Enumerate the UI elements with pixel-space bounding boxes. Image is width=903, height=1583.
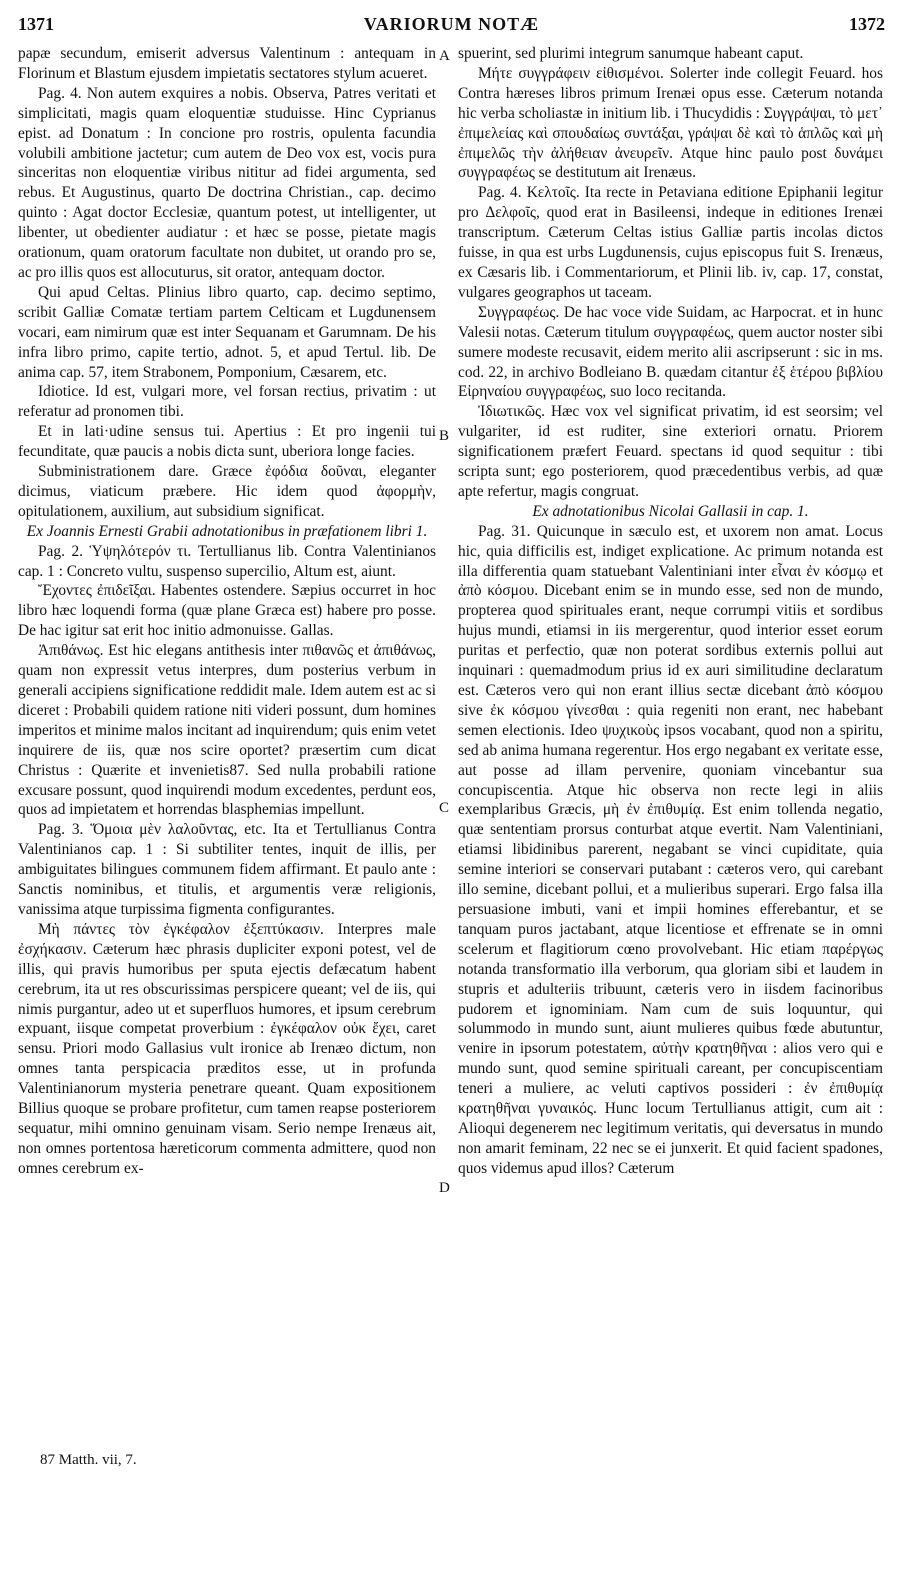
- right-para-0: spuerint, sed plurimi integrum sanumque habeant caput.: [458, 45, 804, 62]
- margin-marker-d: D: [439, 1180, 450, 1196]
- left-para-7: Pag. 2. Ὑψηλότερόν τι. Tertullianus lib. Contra Valentinianos cap. 1 : Concreto vultu, suspenso supercilio, Altum est, aiunt.: [18, 542, 436, 580]
- right-para-1: Μήτε συγγράφειν εἰθισμένοι. Solerter inde collegit Feuard. hos Contra hæreses libros primum Irenæi opus esse. Cæterum notanda hic verba scholiastæ in initium lib. i Thucydidis : Συγγράψαι, τὸ μετ᾽ ἐπιμελείας καὶ σπουδαίως συντάξαι, γράψαι δὲ καὶ τὸ ἁπλῶς καὶ μὴ ἐπιμελῶς τὴν ἀλήθειαν ἀνευρεῖν. Atque hinc paulo post δυνάμει συγγραφέως se destitutum ait Irenæus.: [458, 64, 884, 182]
- right-column: [458, 44, 883, 1179]
- left-para-2: Qui apud Celtas. Plinius libro quarto, cap. decimo septimo, scribit Galliæ Comatæ tertiam partem Celticam et Lugdunensem vocari, eam nimirum quæ est inter Sequanam et Garumnam. De his infra libro primo, capite tertio, adnot. 5, et apud Tertul. lib. De anima cap. 57, item Strabonem, Pomponium, Cæsarem, etc.: [18, 283, 436, 381]
- running-title: VARIORUM NOTÆ: [363, 14, 540, 34]
- left-para-5: Subministrationem dare. Græce ἐφόδια δοῦναι, eleganter dicimus, viaticum præbere. Hic idem quod ἀφορμὴν, opitulationem, auxilium, aut subsidium significat.: [18, 463, 436, 520]
- right-section-heading: Ex adnotationibus Nicolai Gallasii in cap. 1.: [532, 502, 809, 520]
- page-header: [18, 14, 885, 40]
- footnote: 87 Matth. vii, 7.: [40, 1452, 137, 1468]
- left-para-9: Ἀπιθάνως. Est hic elegans antithesis inter πιθανῶς et ἀπιθάνως, quam non expressit vetus interpres, dum posterius verbum in generali accipiens significatione reddidit male. Idem autem est ac si diceret : Probabili quidem ratione niti videri possunt, dum homines imperitos et minime malos incitant ad inquirendum; quis enim vetet inquirere de iis, quæ nos scire oportet? præsertim cum dicat Christus : Quærite et invenietis87. Sed nulla probabili ratione excusare possunt, quod inquirendi modum excedentes, perdunt eos, quos ad impietatem et horrendas blasphemias impellunt.: [18, 642, 436, 819]
- left-para-0: papæ secundum, emiserit adversus Valentinum : antequam in Florinum et Blastum ejusdem impietatis sectatores stylum acueret.: [18, 45, 436, 82]
- margin-marker-a: A: [439, 48, 450, 64]
- page-number-right: 1372: [849, 14, 885, 34]
- right-para-3: Συγγραφέως. De hac voce vide Suidam, ac Harpocrat. et in hunc Valesii notas. Cæterum titulum συγγραφέως, quem auctor noster sibi sumere modeste recusavit, eidem merito alii ascripserunt : sic in ms. cod. 22, in archivo Bodleiano B. quædam citantur ἐξ ἑτέρου βιβλίου Εἰρηναίου συγγραφέως, suo loco recitanda.: [458, 303, 883, 401]
- margin-marker-c: C: [439, 800, 450, 816]
- left-para-1: Pag. 4. Non autem exquires a nobis. Observa, Patres veritati et simplicitati, magis quam eloquentiæ studuisse. Hinc Cyprianus epist. ad Donatum : In concione pro rostris, opulenta facundia volubili ambitione jactetur; cum autem de Deo vox est, vocis pura sinceritas non eloquentiæ viribus nititur ad fidei argumenta, sed rebus. Et Augustinus, quarto De doctrina Christian., cap. decimo quinto : Agat doctor Ecclesiæ, quantum potest, ut intelligenter, ut libenter, ut obedienter audiatur : et hæc se posse, pietate magis orationum, quam oratorum facultate non dubitet, ut orando pro se, ac pro illis quos est allocuturus, sit orator, antequam doctor.: [18, 84, 436, 281]
- page-number-left: 1371: [18, 14, 54, 34]
- left-para-4: Et in lati·udine sensus tui. Apertius : Et pro ingenii tui fecunditate, quæ paucis a nobis dicta sunt, uberiora longe facies.: [18, 423, 436, 461]
- right-para-4: Ἰδιωτικῶς. Hæc vox vel significat privatim, id est seorsim; vel vulgariter, id est ruditer, sine exteriori ornatu. Priorem significationem præfert Feuard. spectans id quod sequitur : tibi scripta sunt; ego posteriorem, quod præcedentibus verbis, ad quæ apte refertur, magis congruat.: [458, 403, 883, 500]
- left-para-11: Μὴ πάντες τὸν ἐγκέφαλον ἐξεπτύκασιν. Interpres male ἐσχήκασιν. Cæterum hæc phrasis dupliciter exponi potest, vel de illis, qui pravis humoribus per sputa ejectis defæcatum habent cerebrum, ita ut res obscurissimas perspicere queant; vel de iis, qui nimis purgantur, adeo ut et superfluos humores, et ipsum cerebrum expuant, iisque competat proverbium : ἐγκέφαλον οὐκ ἔχει, caret sensu. Priori modo Gallasius vult ironice ab Irenæo dictum, non omnes tanta perspicacia præditos esse, ut in profunda Valentinianorum mysteria penetrare queant. Quam expositionem Billius quoque se probare profitetur, cum tamen reapse posteriorem sequatur, mihi omnino genuinam visam. Serio nempe Irenæus ait, non omnes portentosa hæreticorum commenta admittere, quod non omnes cerebrum ex-: [18, 920, 436, 1177]
- right-para-6: Pag. 31. Quicunque in sæculo est, et uxorem non amat. Locus hic, quia difficilis est, indiget explicatione. Ac primum notanda est illa differentia quam statuebant Valentiniani inter εἶναι ἐν κόσμῳ et ἀπὸ κόσμου. Dicebant enim se in mundo esse, sed non de mundo, propterea quod spirituales erant, neque corrumpi vitiis et sordibus hujus mundi, etiamsi in iis mergerentur, quod interior esset eorum puritas et perfectio, quæ non poterat sordibus externis pollui aut inquinari : quemadmodum prius id ex auri similitudine declaratum est. Cæteros vero qui non erant illius sectæ dicebant ἀπὸ κόσμου sive ἐκ κόσμου γίνεσθαι : quia regeniti non erant, nec habebant semen electionis. Ideo ψυχικοὺς ipsos vocabant, quod non a spiritu, sed ab anima humana regerentur. Hos ergo negabant ex veritate esse, aut posse ad illam pervenire, quoniam vincebantur sua concupiscentia. Atque hic observa non recte legi in aliis exemplaribus Græcis, μὴ ἐν ἐπιθυμίᾳ. Est enim tollenda negatio, quæ sententiam prorsus conturbat atque evertit. Nam Valentiniani, etiamsi libidinibus parerent, negabant se vinci cupiditate, quia semine interiori se conservari putabant : cæteros vero, qui carebant illo semine, dicebant pollui, et a mulieribus superari. Ergo falsa illa persuasione imbuti, vani et impii homines efferebantur, et se tanquam puros jactabant, atque licentiose et effrenate se in omni scelerum et flagitiorum cœno provolvebant. Hic etiam παρέργως notanda transformatio illa verborum, qua gloriam sibi et laudem in stupris et adulteriis tribuunt, cæteris vero in iisdem facinoribus pudorem et ignominiam. Nam cum de suis loquuntur, qui solummodo in mundo sunt, aiunt mulieres quibus fœde abutuntur, venire in ipsorum potestatem, αὐτὴν κρατηθῆναι : alios vero qui e mundo sunt, quod semine spirituali careant, per concupiscentiam teneri a muliere, ac veluti captivos possideri : ἐν ἐπιθυμίᾳ κρατηθῆναι γυναικός. Hunc locum Tertullianus attigit, cum ait : Alioqui degenerem nec legitimum veritatis, qui deversatus in mundo non amarit feminam, 22 nec se ei junxerit. Et quid facient spadones, quos videmus apud illos? Cæterum: [458, 522, 883, 1177]
- right-para-2: Pag. 4. Κελτοῖς. Ita recte in Petaviana editione Epiphanii legitur pro Δελφοῖς, quod erat in Basileensi, indeque in editiones Irenæi transcriptum. Cæterum Celtas istius Galliæ partis incolas dictos fuisse, in qua est urbs Lugdunensis, cujus episcopus fuit S. Irenæus, ex Cæsaris lib. i Commentariorum, et Plinii lib. iv, cap. 17, constat, vulgares geographos ut taceam.: [458, 184, 883, 301]
- left-para-10: Pag. 3. Ὅμοια μὲν λαλοῦντας, etc. Ita et Tertullianus Contra Valentinianos cap. 1 : Si subtiliter tentes, inquit de illis, per ambiguitates bilingues communem fidem affirmant. Et paulo ante : Sanctis nominibus, et titulis, et argumentis veræ religionis, vanissima atque turpissima figmenta configurantes.: [18, 821, 436, 918]
- left-column: [18, 44, 436, 1179]
- left-para-8: Ἔχοντες ἐπιδεῖξαι. Habentes ostendere. Sæpius occurret in hoc libro hæc loquendi forma (quæ plane Græca est) habere pro posse. De hac igitur sat erit hoc initio admonuisse. Gallas.: [18, 582, 436, 640]
- left-section-heading: Ex Joannis Ernesti Grabii adnotationibus in præfationem libri 1.: [26, 522, 428, 540]
- left-para-3: Idiotice. Id est, vulgari more, vel forsan rectius, privatim : ut referatur ad pronomen tibi.: [18, 383, 436, 421]
- margin-marker-b: B: [439, 428, 450, 444]
